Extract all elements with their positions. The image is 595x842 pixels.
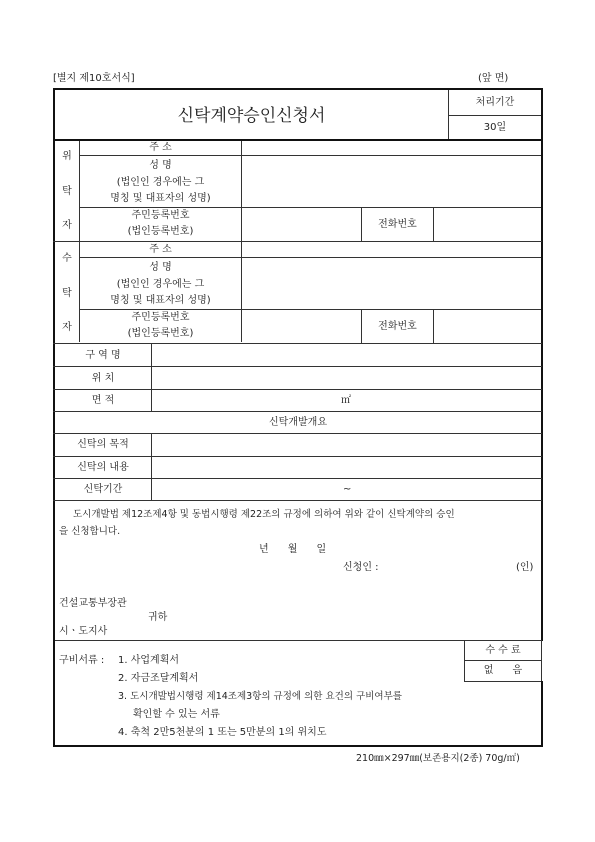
trustee-phone-field[interactable] — [435, 310, 540, 342]
trustee-char-3: 자 — [62, 322, 72, 333]
trustee-id-field[interactable] — [243, 310, 361, 342]
truster-address-label: 주 소 — [149, 142, 172, 153]
trustee-char-2: 탁 — [62, 288, 72, 299]
location-field[interactable] — [153, 367, 540, 388]
trust-purpose-label: 신탁의 목적 — [77, 439, 129, 450]
addressee-governor: 시ㆍ도지사 — [59, 626, 108, 637]
frame-bottom — [53, 745, 543, 747]
frame-right — [541, 88, 543, 641]
trust-content-field[interactable] — [153, 457, 540, 477]
truster-id-label-2: (법인등록번호) — [127, 226, 194, 237]
truster-phone-field[interactable] — [435, 208, 540, 240]
zone-name-field[interactable] — [153, 344, 540, 365]
trust-purpose-field[interactable] — [153, 434, 540, 455]
truster-char-2: 탁 — [62, 186, 72, 197]
frame-top — [53, 88, 543, 90]
trustee-name-note-2: 명칭 및 대표자의 성명) — [110, 295, 211, 306]
truster-name-field[interactable] — [243, 156, 540, 206]
size-label: 면 적 — [91, 395, 115, 406]
truster-name-note-1: (법인인 경우에는 그 — [116, 177, 205, 188]
trustee-phone-label: 전화번호 — [378, 321, 417, 332]
trust-content-label: 신탁의 내용 — [77, 462, 129, 473]
addressee-minister: 건설교통부장관 — [59, 598, 127, 609]
truster-char-1: 위 — [62, 151, 72, 162]
trust-period-label: 신탁기간 — [83, 484, 123, 495]
truster-id-label-1: 주민등록번호 — [131, 210, 190, 221]
applicant-name-field[interactable] — [392, 559, 502, 575]
fee-label: 수 수 료 — [485, 645, 521, 656]
truster-phone-label: 전화번호 — [378, 219, 417, 230]
applicant-label: 신청인 : — [343, 562, 379, 573]
paper-spec: 210㎜×297㎜(보존용지(2종) 70g/㎡) — [356, 753, 520, 764]
document-item-1: 1. 사업계획서 — [118, 655, 180, 666]
truster-address-field[interactable] — [243, 141, 540, 155]
declaration-line-2: 을 신청합니다. — [59, 526, 121, 537]
truster-name-label: 성 명 — [149, 160, 172, 171]
trustee-id-label-2: (법인등록번호) — [127, 328, 194, 339]
truster-char-3: 자 — [62, 220, 72, 231]
application-date: 년 월 일 — [259, 544, 327, 555]
document-item-3-cont: 확인할 수 있는 서류 — [133, 709, 220, 720]
truster-name-note-2: 명칭 및 대표자의 성명) — [110, 193, 211, 204]
declaration-line-1: 도시개발법 제12조제4항 및 동법시행령 제22조의 규정에 의하여 위와 같이 신탁계약의 승인 — [73, 509, 455, 520]
location-label: 위 치 — [91, 373, 115, 384]
fee-value: 없 음 — [483, 665, 523, 676]
page-side-label: (앞 면) — [478, 73, 509, 84]
documents-label: 구비서류 : — [59, 655, 105, 666]
document-item-4: 4. 축척 2만5천분의 1 또는 5만분의 1의 위치도 — [118, 727, 327, 738]
form-number: [별지 제10호서식] — [53, 73, 135, 84]
trustee-address-field[interactable] — [243, 243, 540, 257]
trustee-address-label: 주 소 — [149, 244, 172, 255]
processing-period-label: 처리기간 — [475, 97, 515, 108]
size-unit: ㎡ — [341, 395, 351, 406]
trust-period-separator: ~ — [343, 484, 352, 495]
overview-heading: 신탁개발개요 — [269, 417, 327, 428]
addressee-honorific: 귀하 — [148, 612, 168, 623]
trustee-char-1: 수 — [62, 253, 72, 264]
document-item-2: 2. 자금조달계획서 — [118, 673, 199, 684]
document-item-3: 3. 도시개발법시행령 제14조제3항의 규정에 의한 요건의 구비여부를 — [118, 691, 402, 702]
truster-id-field[interactable] — [243, 208, 361, 240]
zone-name-label: 구 역 명 — [85, 350, 121, 361]
seal-mark: (인) — [516, 562, 534, 573]
frame-left — [53, 88, 55, 641]
processing-period-value: 30일 — [483, 122, 507, 133]
trustee-name-field[interactable] — [243, 258, 540, 308]
trustee-name-label: 성 명 — [149, 262, 172, 273]
trustee-name-note-1: (법인인 경우에는 그 — [116, 279, 205, 290]
trustee-id-label-1: 주민등록번호 — [131, 312, 190, 323]
form-title: 신탁계약승인신청서 — [177, 106, 326, 126]
